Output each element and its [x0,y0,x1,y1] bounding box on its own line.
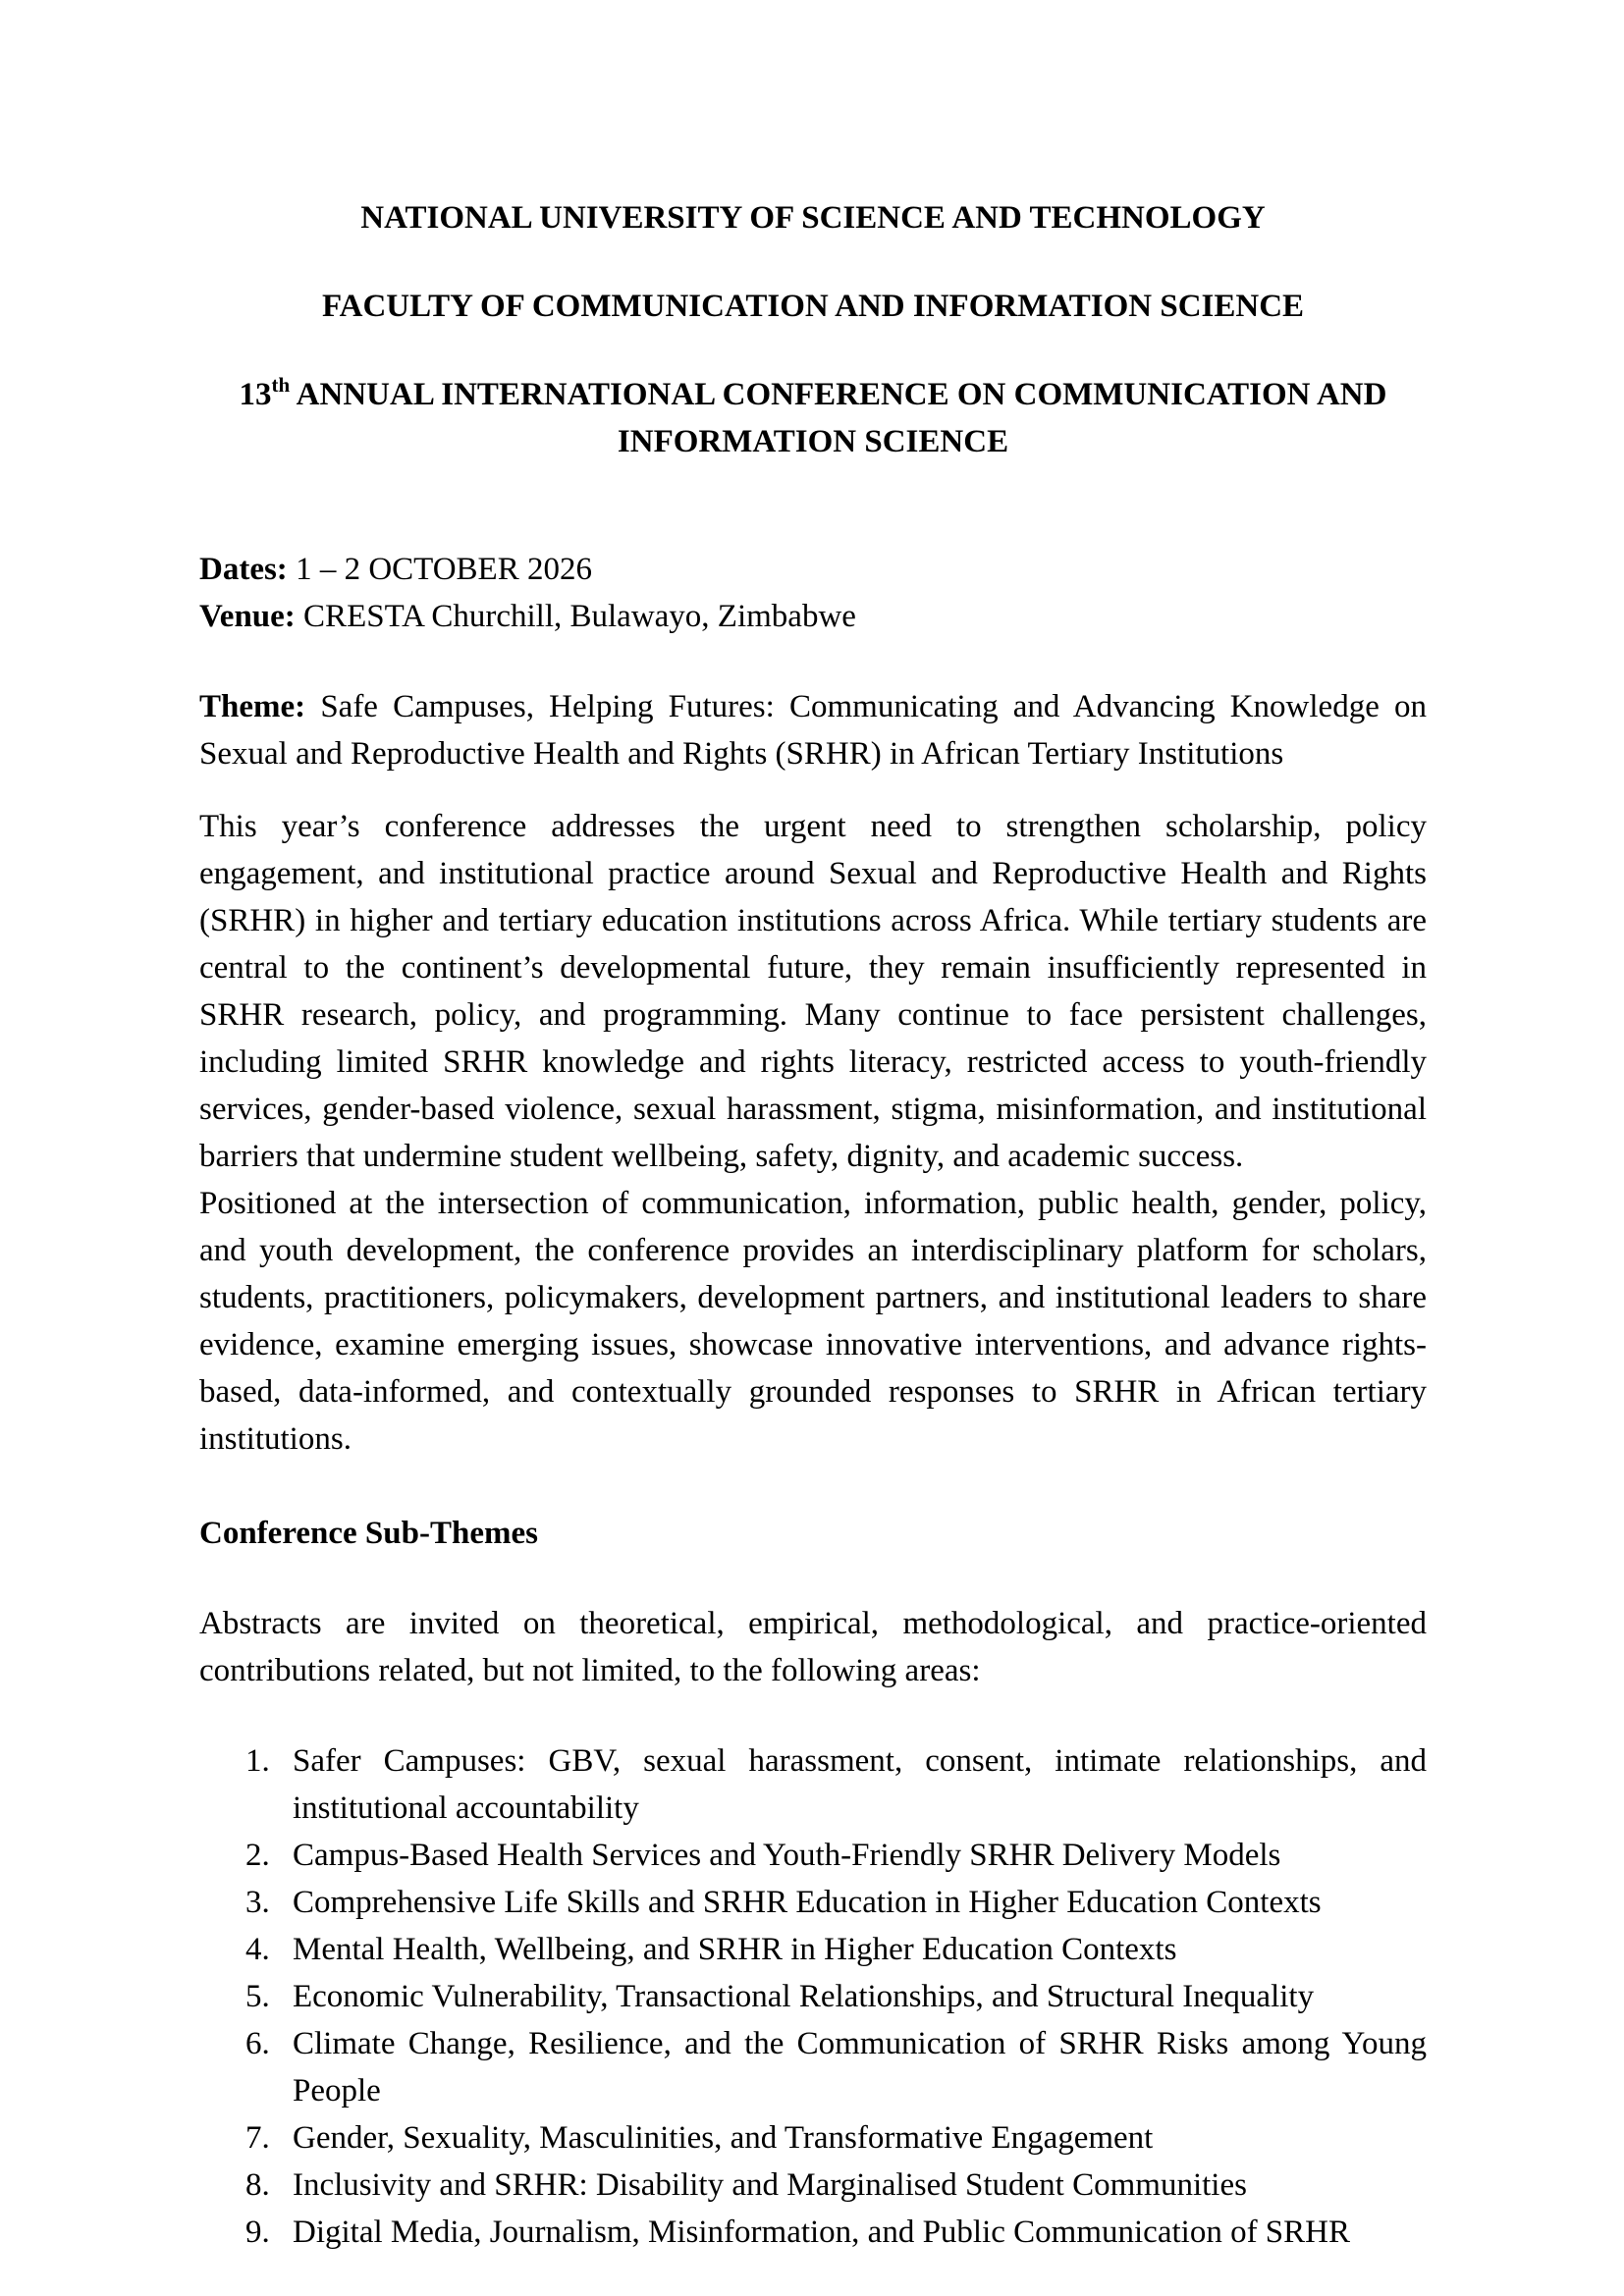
subthemes-list [199,1737,1427,2256]
subtheme-item: Comprehensive Life Skills and SRHR Education in Higher Education Contexts [293,1885,1322,1920]
subtheme-item: Climate Change, Resilience, and the Communication of SRHR Risks among Young People [293,2026,1427,2109]
subthemes-section [199,1510,1427,2256]
venue-label: Venue: [199,599,296,634]
paragraph-1: This year’s conference addresses the urgent need to strengthen scholarship, policy engagement, and institutional practice around Sexual and Reproductive Health and Rights (SRHR) in higher and tertiary education institutions across Africa. While tertiary students are central to the continent’s developmental future, they remain insufficiently represented in SRHR research, policy, and programming. Many continue to face persistent challenges, including limited SRHR knowledge and rights literacy, restricted access to youth-friendly services, gender-based violence, sexual harassment, stigma, misinformation, and institutional barriers that undermine student wellbeing, safety, dignity, and academic success. [199,809,1427,1174]
doc-title-university: NATIONAL UNIVERSITY OF SCIENCE AND TECHNOLOGY [360,200,1266,236]
dates-value: 1 – 2 OCTOBER 2026 [296,552,592,587]
subtheme-item: Campus-Based Health Services and Youth-Friendly SRHR Delivery Models [293,1838,1281,1873]
theme-line [199,683,1427,777]
subtheme-item: Inclusivity and SRHR: Disability and Marginalised Student Communities [293,2167,1247,2203]
subtheme-item: Safer Campuses: GBV, sexual harassment, consent, intimate relationships, and institutional accountability [293,1743,1427,1826]
paragraph-2: Positioned at the intersection of communication, information, public health, gender, policy, and youth development, the conference provides an interdisciplinary platform for scholars, students, practitioners, policymakers, development partners, and institutional leaders to share evidence, examine emerging issues, showcase innovative interventions, and advance rights-based, data-informed, and contextually grounded responses to SRHR in African tertiary institutions. [199,1186,1427,1457]
event-details [199,546,1427,777]
subtheme-item: Gender, Sexuality, Masculinities, and Transformative Engagement [293,2120,1154,2156]
doc-title-faculty: FACULTY OF COMMUNICATION AND INFORMATION SCIENCE [321,289,1305,324]
venue-value: CRESTA Churchill, Bulawayo, Zimbabwe [303,599,856,634]
conference-ordinal-suffix: th [271,373,291,397]
conference-title-rest: ANNUAL INTERNATIONAL CONFERENCE ON COMMUNICATION AND INFORMATION SCIENCE [290,377,1387,459]
dates-label: Dates: [199,552,288,587]
subthemes-intro: Abstracts are invited on theoretical, empirical, methodological, and practice-oriented contributions related, but not limited, to the following areas: [199,1606,1427,1688]
venue-line [199,593,1427,640]
subtheme-item: Mental Health, Wellbeing, and SRHR in Higher Education Contexts [293,1932,1177,1967]
subtheme-item: Economic Vulnerability, Transactional Relationships, and Structural Inequality [293,1979,1315,2014]
subtheme-item: Digital Media, Journalism, Misinformation, and Public Communication of SRHR [293,2215,1351,2250]
doc-title-conference [199,371,1427,465]
theme-value: Safe Campuses, Helping Futures: Communicating and Advancing Knowledge on Sexual and Reproductive Health and Rights (SRHR) in African Tertiary Institutions [199,689,1428,772]
conference-description [199,803,1427,1463]
theme-label: Theme: [199,689,306,724]
dates-line [199,546,1427,593]
conference-number: 13 [239,377,272,412]
document-header [199,194,1427,465]
subthemes-heading: Conference Sub-Themes [199,1516,538,1551]
